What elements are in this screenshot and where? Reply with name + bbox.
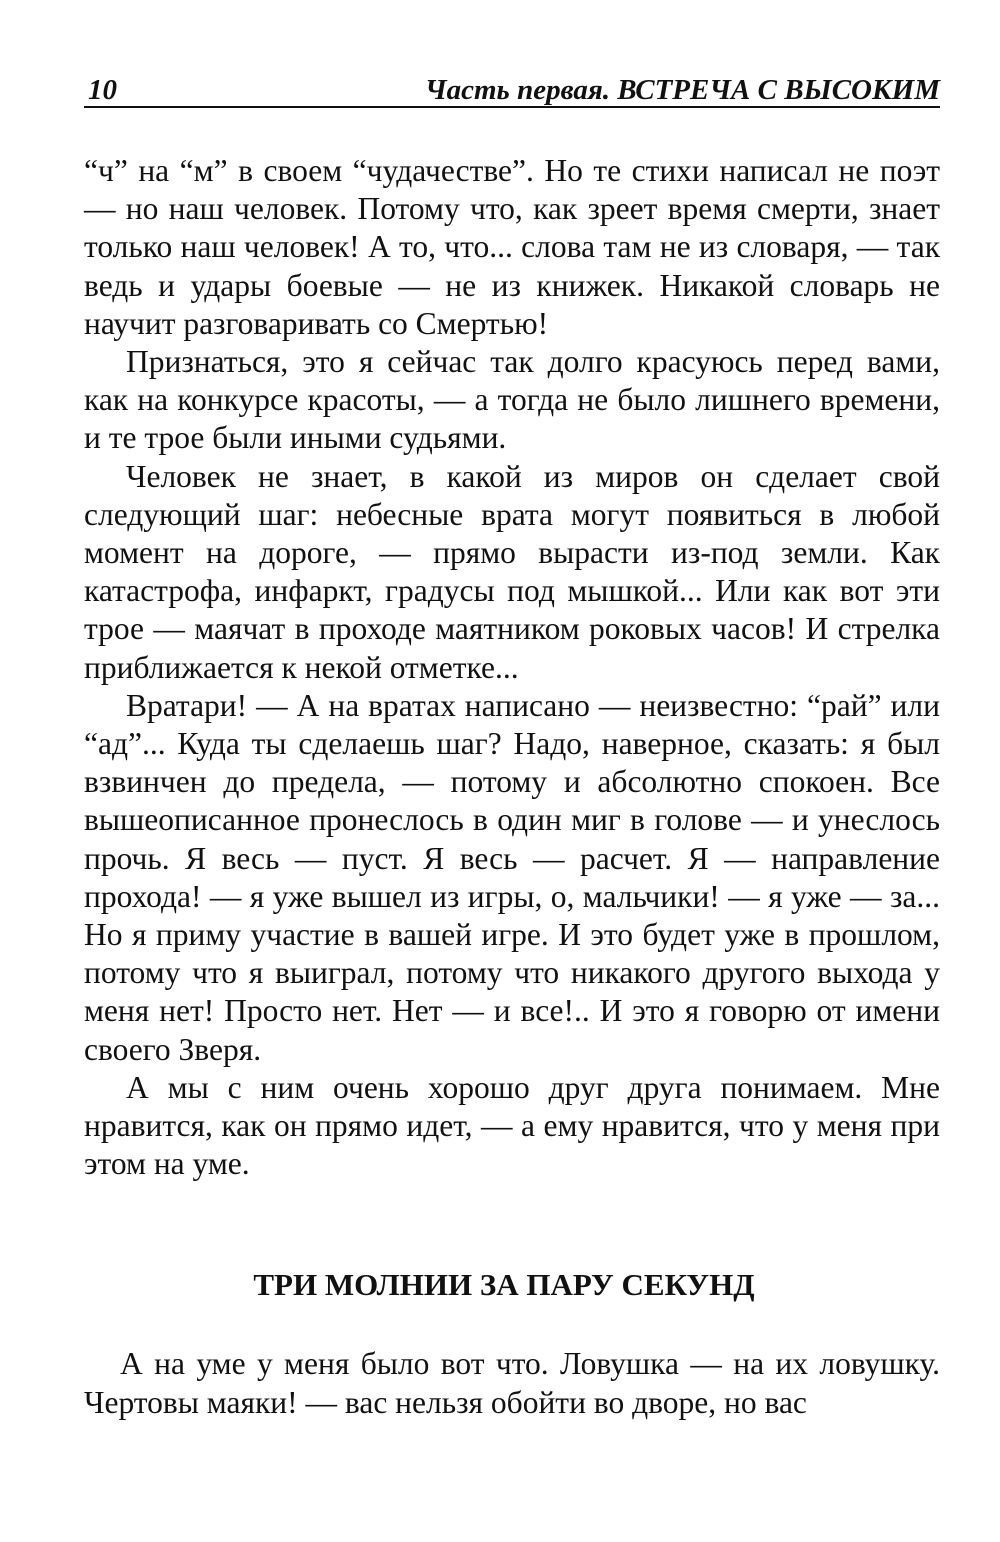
paragraph: А на уме у меня было вот что. Ловушка — на их ловушку. Чертовы маяки! — вас нельзя обойти во дворе, но вас <box>84 1346 940 1420</box>
paragraph: А мы с ним очень хорошо друг друга понимаем. Мне нравится, как он прямо идет, — а ему нравится, что у меня при этом на уме. <box>84 1069 940 1182</box>
section-text <box>84 1345 940 1421</box>
running-header <box>84 70 940 108</box>
body-text <box>84 152 940 1183</box>
paragraph: Человек не знает, в какой из миров он сделает свой следующий шаг: небесные врата могут появиться в любой момент на дороге, — прямо вырасти из-под земли. Как катастрофа, инфаркт, градусы под мышкой... Или как вот эти трое — маячат в проходе маятником роковых часов! И стрелка приближается к некой отметке... <box>84 458 940 685</box>
section-heading: ТРИ МОЛНИИ ЗА ПАРУ СЕКУНД <box>253 1267 755 1303</box>
running-header-title: Часть первая. ВСТРЕЧА С ВЫСОКИМ <box>424 74 940 106</box>
page-number: 10 <box>88 74 117 106</box>
paragraph: “ч” на “м” в своем “чудачестве”. Но те стихи написал не поэт — но наш человек. Потому что, как зреет время смерти, знает только наш человек! А то, что... слова там не из словаря, — так ведь и удары боевые — не из книжек. Никакой словарь не научит разговаривать со Смертью! <box>84 153 940 341</box>
paragraph: Признаться, это я сейчас так долго красуюсь перед вами, как на конкурсе красоты, — а тогда не было лишнего времени, и те трое были иными судьями. <box>84 344 940 456</box>
book-page <box>84 70 940 1422</box>
paragraph: Вратари! — А на вратах написано — неизвестно: “рай” или “ад”... Куда ты сделаешь шаг? Надо, наверное, сказать: я был взвинчен до предела, — потому и абсолютно спокоен. Все вышеописанное пронеслось в один миг в голове — и унеслось прочь. Я весь — пуст. Я весь — расчет. Я — направление прохода! — я уже вышел из игры, о, мальчики! — я уже — за... Но я приму участие в вашей игре. И это будет уже в прошлом, потому что я выиграл, потому что никакого другого выхода у меня нет! Просто нет. Нет — и все!.. И это я говорю от имени своего Зверя. <box>84 687 940 1067</box>
